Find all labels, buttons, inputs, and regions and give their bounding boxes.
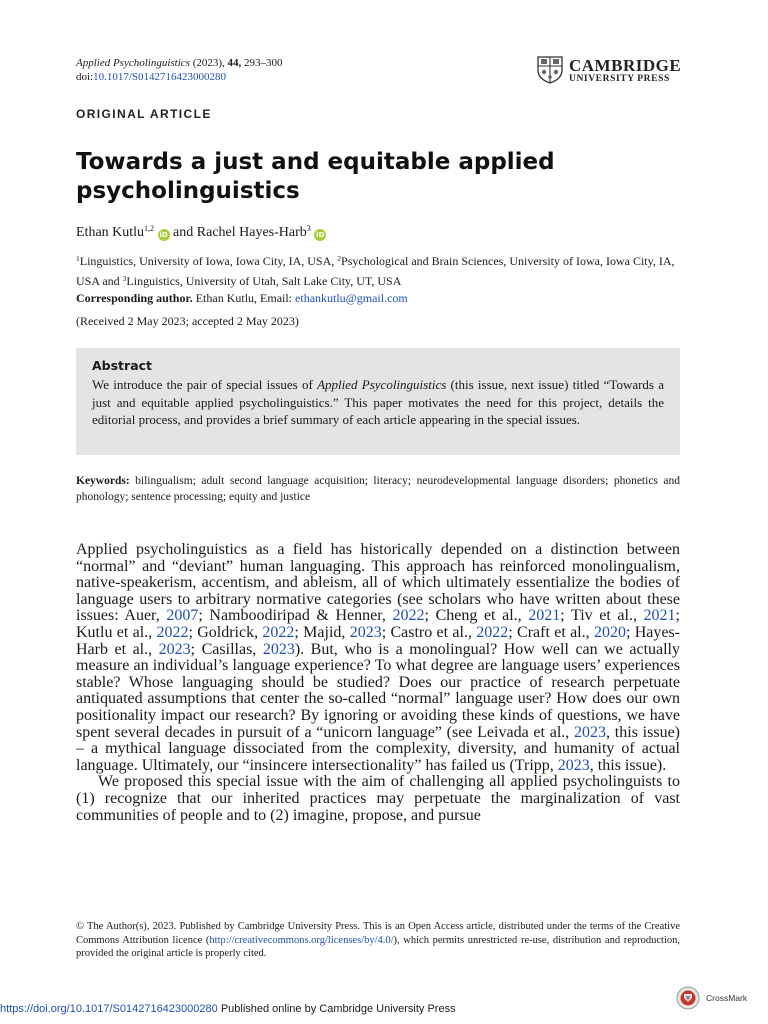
citation-header [76, 56, 283, 84]
body-text-run: ; Cheng et al., [424, 607, 529, 625]
affiliation-text: Linguistics, University of Iowa, Iowa City, IA, USA, [79, 254, 335, 268]
affiliation-lines [76, 250, 681, 290]
body-text-run: ; Kutlu et al., [76, 607, 680, 641]
journal-volume: 44, [227, 57, 242, 69]
page-footer [0, 1003, 456, 1015]
corresponding-label: Corresponding author. [76, 291, 193, 305]
citation-link[interactable]: 2023 [349, 623, 382, 641]
doi-prefix: doi: [76, 71, 94, 83]
body-text-run: ; Hayes-Harb et al., [76, 623, 681, 658]
citation-link[interactable]: 2020 [593, 623, 626, 641]
crossmark-badge[interactable] [676, 986, 768, 1012]
corresponding-author [76, 290, 681, 307]
copyright-text: © The Author(s), 2023. Published by Cambridge University Press. This is an Open Access article, distributed under the terms of the Creative Commons Attribution licence ( [76, 921, 680, 946]
author-affiliation-ref: 3 [306, 224, 311, 233]
keywords-label: Keywords: [76, 475, 130, 487]
author-name[interactable]: Rachel Hayes-Harb [196, 225, 307, 240]
corresponding-text: Ethan Kutlu, Email: [195, 291, 293, 305]
affiliation-text: Psychological and Brain Sciences, University of Iowa, Iowa City, IA, USA and [76, 254, 675, 288]
body-text-run: ; Goldrick, [188, 623, 263, 641]
orcid-icon[interactable]: iD [159, 231, 168, 239]
body-text-run: , this issue) – a mythical language dissociated from the complexity, diversity, and humanity of actual language. Ultimately, our “insincere intersectionality” has failed us (Tripp, [76, 723, 681, 774]
email-link[interactable]: ethankutlu@gmail.com [295, 291, 408, 305]
keywords-text: bilingualism; adult second language acquisition; literacy; neurodevelopmental language disorders; phonetics and phonology; sentence processing; equity and justice [76, 475, 680, 503]
article-title: Towards a just and equitable applied psycholinguistics [76, 149, 555, 204]
body-text-run: ). But, who is a monolingual? How well can we actually measure an individual’s language experience? To what degree are language users’ experiences stable? Whose languaging should be studied? Does our practice of research perpetuate antiquated assumptions that center the so-called “normal” language user? How does our own positionality impact our research? By ignoring or avoiding these kinds of questions, we have spent several decades in pursuit of a “unicorn language” (see Leivada et al., [76, 640, 681, 741]
crossmark-label: CrossMark [706, 993, 748, 1003]
author-name[interactable]: Ethan Kutlu [76, 225, 145, 240]
citation-link[interactable]: 2023 [262, 640, 295, 658]
body-text-run: ; Craft et al., [508, 623, 594, 641]
received-dates: (Received 2 May 2023; accepted 2 May 2023) [76, 314, 299, 328]
article-type: ORIGINAL ARTICLE [76, 107, 212, 121]
body-text-run: ; Namboodiripad & Henner, [198, 607, 393, 625]
affiliation-text: Linguistics, University of Utah, Salt Lake City, UT, USA [126, 274, 402, 288]
citation-link[interactable]: 2022 [156, 623, 189, 641]
citation-link[interactable]: 2007 [166, 607, 199, 625]
body-text-run: ; Castro et al., [381, 623, 477, 641]
footer-published: Published online by Cambridge University Press [220, 1003, 456, 1015]
keywords [76, 473, 680, 505]
affiliation-number: 2 [337, 254, 342, 263]
citation-link[interactable]: 2022 [392, 607, 425, 625]
footer-doi-link[interactable]: https://doi.org/10.1017/S0142716423000280 [0, 1003, 218, 1015]
body-text-run: ; Majid, [294, 623, 350, 641]
abstract-box [76, 348, 680, 455]
orcid-icon[interactable]: iD [316, 231, 325, 239]
publisher-subname: UNIVERSITY PRESS [569, 74, 670, 84]
journal-pages: 293–300 [244, 57, 283, 69]
abstract-text-part: We introduce the pair of special issues of [92, 377, 313, 392]
cambridge-crest-icon [537, 56, 563, 84]
copyright-notice [76, 920, 680, 961]
crossmark-icon [676, 986, 700, 1010]
body-paragraph [76, 542, 680, 774]
body-text-run: , this issue). [589, 756, 667, 774]
abstract-text-part: (this issue, next issue) titled “Towards a just and equitable applied psycholinguistics.” This paper motivates the need for this project, details the editorial process, and provides a brief summary of each article appearing in the special issues. [92, 377, 665, 427]
citation-link[interactable]: 2021 [528, 607, 561, 625]
journal-name: Applied Psycholinguistics [76, 57, 190, 69]
citation-link[interactable]: 2021 [643, 607, 676, 625]
citation-link[interactable]: 2023 [158, 640, 191, 658]
doi-link[interactable]: 10.1017/S0142716423000280 [93, 71, 227, 83]
author-affiliation-ref: 1,2 [144, 224, 155, 233]
affiliation-number: 3 [122, 274, 127, 283]
citation-link[interactable]: 2022 [476, 623, 509, 641]
affiliation-number: 1 [76, 254, 80, 263]
publisher-logo [537, 56, 683, 86]
copyright-text: ), which permits unrestricted re-use, distribution and reproduction, provided the original article is properly cited. [76, 934, 681, 959]
body-text [76, 542, 680, 824]
body-paragraph: We proposed this special issue with the aim of challenging all applied psycholinguists to (1) recognize that our inherited practices may perpetuate the marginalization of vast communities of people and to (2) imagine, propose, and pursue [76, 773, 680, 824]
body-text-run: Applied psycholinguistics as a field has historically depended on a distinction between “normal” and “deviant” human languaging. This approach has reinforced monolingualism, native-speakerism, accentism, and ableism, all of which ultimately essentialize the bodies of language users to arbitrary normative categories (see scholars who have written about these issues: Auer, [76, 541, 680, 625]
body-text-run: ; Casillas, [190, 640, 263, 658]
citation-link[interactable]: 2023 [574, 723, 607, 741]
abstract-heading: Abstract [92, 358, 153, 373]
journal-year: (2023), [192, 57, 225, 69]
affiliations [76, 250, 681, 307]
citation-link[interactable]: 2023 [557, 756, 590, 774]
author-conjunction: and [173, 225, 194, 240]
publisher-name: CAMBRIDGE [569, 56, 682, 75]
doi-line [76, 70, 283, 84]
citation-line [76, 56, 283, 70]
abstract-journal: Applied Psycolinguistics [317, 377, 447, 392]
author-list [76, 220, 326, 242]
license-link[interactable]: http://creativecommons.org/licenses/by/4.0/ [209, 934, 394, 946]
citation-link[interactable]: 2022 [262, 623, 295, 641]
abstract-text [92, 376, 664, 429]
body-text-run: ; Tiv et al., [560, 607, 644, 625]
